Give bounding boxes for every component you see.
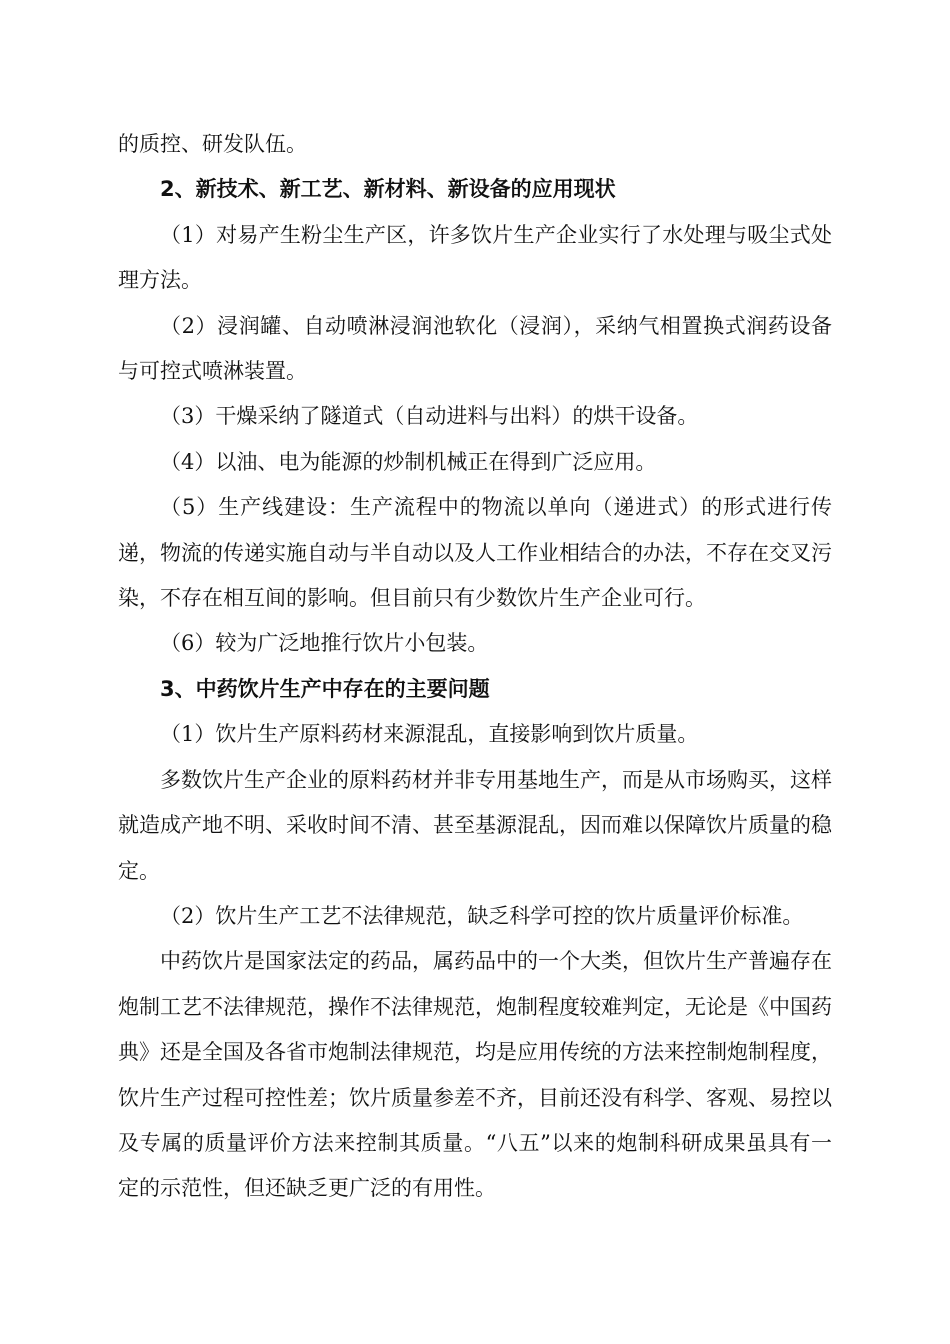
list-item-6: （6）较为广泛地推行饮片小包装。 <box>160 631 489 656</box>
list-item-2: （2）浸润罐、自动喷淋浸润池软化（浸润），采纳气相置换式润药设备与可控式喷淋装置。 <box>118 313 832 384</box>
problem-2-explanation: 中药饮片是国家法定的药品，属药品中的一个大类，但饮片生产普遍存在炮制工艺不法律规范，操作不法律规范，炮制程度较难判定，无论是《中国药典》还是全国及各省市炮制法律规范，均是应用传统的方法来控制炮制程度，饮片生产过程可控性差；饮片质量参差不齐，目前还没有科学、客观、易控以及专属的质量评价方法来控制其质量。“八五”以来的炮制科研成果虽具有一定的示范性，但还缺乏更广泛的有用性。 <box>118 949 832 1201</box>
document-body <box>118 122 832 1212</box>
list-item-3: （3）干燥采纳了隧道式（自动进料与出料）的烘干设备。 <box>160 404 699 429</box>
list-item-4: （4）以油、电为能源的炒制机械正在得到广泛应用。 <box>160 449 657 474</box>
section-heading-3: 3、中药饮片生产中存在的主要问题 <box>160 676 490 701</box>
problem-item-1: （1）饮片生产原料药材来源混乱，直接影响到饮片质量。 <box>160 722 699 747</box>
problem-1-explanation: 多数饮片生产企业的原料药材并非专用基地生产，而是从市场购买，这样就造成产地不明、采收时间不清、甚至基源混乱，因而难以保障饮片质量的稳定。 <box>118 767 832 883</box>
list-item-5: （5）生产线建设：生产流程中的物流以单向（递进式）的形式进行传递，物流的传递实施自动与半自动以及人工作业相结合的办法，不存在交叉污染，不存在相互间的影响。但目前只有少数饮片生产企业可行。 <box>118 495 832 611</box>
list-item-1: （1）对易产生粉尘生产区，许多饮片生产企业实行了水处理与吸尘式处理方法。 <box>118 222 832 293</box>
section-heading-2: 2、新技术、新工艺、新材料、新设备的应用现状 <box>160 177 616 202</box>
paragraph-continuation: 的质控、研发队伍。 <box>118 132 307 156</box>
problem-item-2: （2）饮片生产工艺不法律规范，缺乏科学可控的饮片质量评价标准。 <box>160 903 804 928</box>
